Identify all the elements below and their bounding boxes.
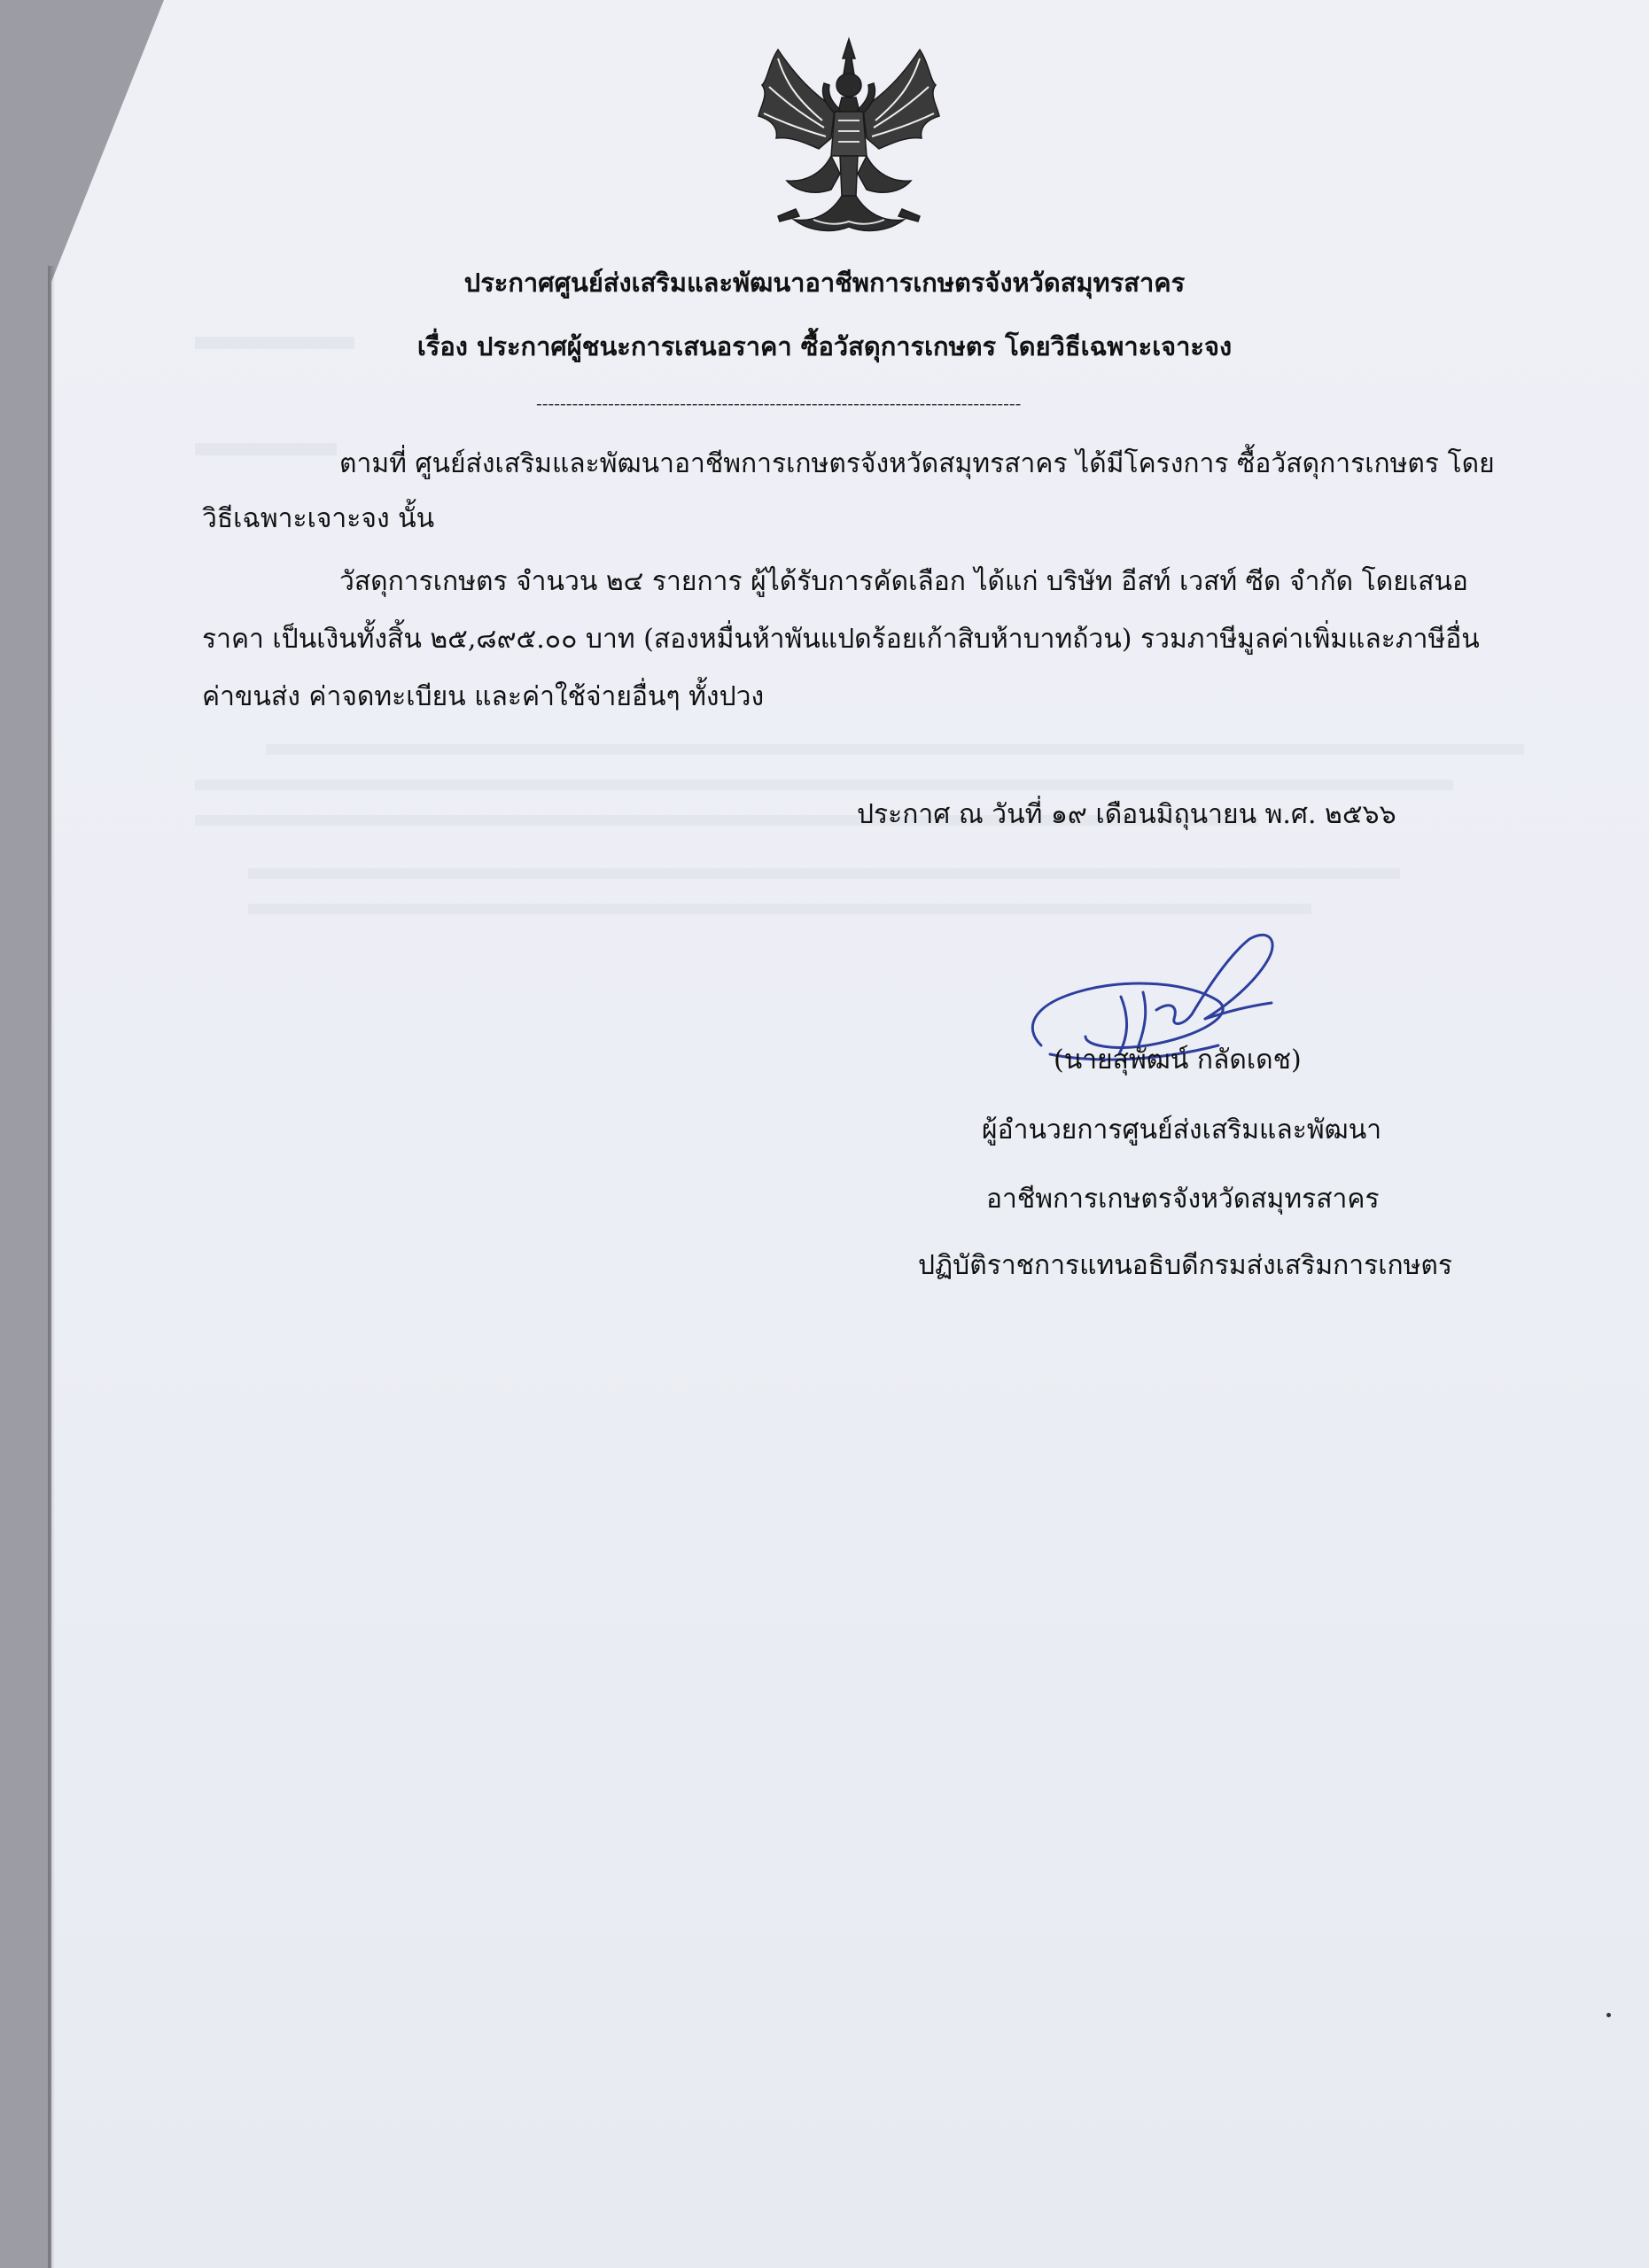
announcement-date: ประกาศ ณ วันที่ ๑๙ เดือนมิถุนายน พ.ศ. ๒๕๖๖: [857, 799, 1396, 830]
signatory-name: (นายสุพัฒน์ กลัดเดช): [1054, 1045, 1302, 1076]
paragraph-1-line-2: วิธีเฉพาะเจาะจง นั้น: [202, 503, 435, 534]
document-title: ประกาศศูนย์ส่งเสริมและพัฒนาอาชีพการเกษตรจังหวัดสมุทรสาคร: [463, 268, 1186, 298]
paragraph-1-line-1: ตามที่ ศูนย์ส่งเสริมและพัฒนาอาชีพการเกษตรจังหวัดสมุทรสาคร ได้มีโครงการ ซื้อวัสดุการเกษตร โดย: [339, 448, 1495, 479]
document-subject: เรื่อง ประกาศผู้ชนะการเสนอราคา ซื้อวัสดุการเกษตร โดยวิธีเฉพาะเจาะจง: [416, 331, 1233, 361]
paragraph-2-line-1: วัสดุการเกษตร จำนวน ๒๔ รายการ ผู้ได้รับการคัดเลือก ได้แก่ บริษัท อีสท์ เวสท์ ซีด จำกัด โดยเสนอ: [339, 566, 1468, 597]
scan-speck: [1606, 2013, 1611, 2017]
paragraph-2-line-2: ราคา เป็นเงินทั้งสิ้น ๒๕,๘๙๕.๐๐ บาท (สองหมื่นห้าพันแปดร้อยเก้าสิบห้าบาทถ้วน) รวมภาษีมูลค่าเพิ่มและภาษีอื่น: [202, 624, 1480, 655]
page-edge-shadow: [48, 266, 55, 2268]
signatory-position-line-1: ผู้อำนวยการศูนย์ส่งเสริมและพัฒนา: [982, 1115, 1382, 1146]
signatory-position-line-3: ปฏิบัติราชการแทนอธิบดีกรมส่งเสริมการเกษตร: [918, 1250, 1453, 1281]
paragraph-2-line-3: ค่าขนส่ง ค่าจดทะเบียน และค่าใช้จ่ายอื่นๆ ทั้งปวง: [202, 681, 765, 712]
signatory-position-line-2: อาชีพการเกษตรจังหวัดสมุทรสาคร: [986, 1184, 1380, 1215]
title-separator: ---------------------------------------------------------------------------------: [536, 392, 1022, 414]
garuda-emblem-icon: [743, 32, 955, 249]
